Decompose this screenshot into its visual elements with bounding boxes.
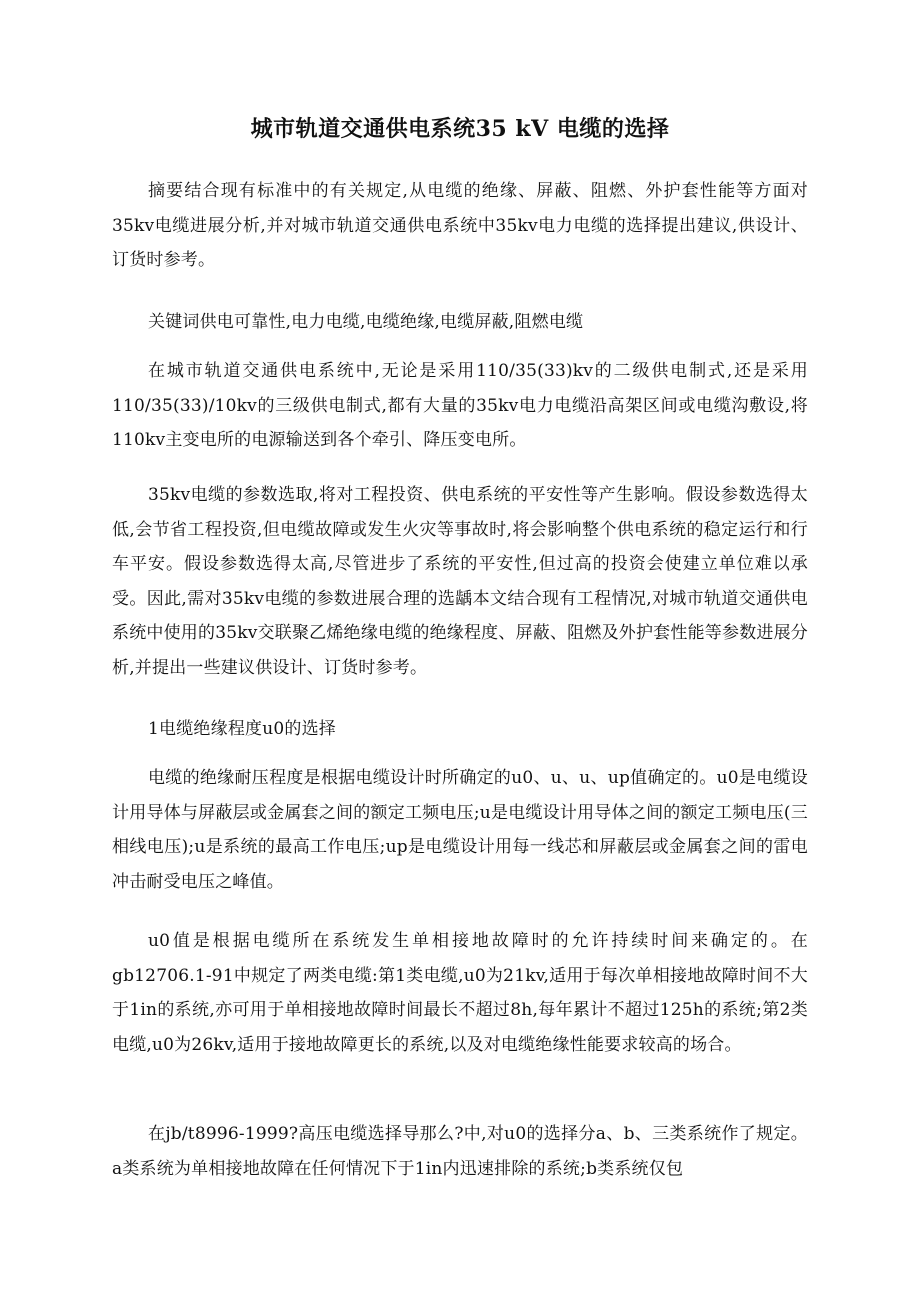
document-title: 城市轨道交通供电系统35 kV 电缆的选择 xyxy=(250,116,670,142)
section-heading: 1电缆绝缘程度u0的选择 xyxy=(148,719,336,739)
keywords-paragraph: 关键词供电可靠性,电力电缆,电缆绝缘,电缆屏蔽,阻燃电缆 xyxy=(148,312,584,332)
definitions-paragraph: 电缆的绝缘耐压程度是根据电缆设计时所确定的u0、u、u、up值确定的。u0是电缆设计用导体与屏蔽层或金属套之间的额定工频电压;u是电缆设计用导体之间的额定工频电压(三相线电压);u是系统的最高工作电压;up是电缆设计用每一线芯和屏蔽层或金属套之间的雷电冲击耐受电压之峰值。 xyxy=(112,768,808,892)
abstract-paragraph: 摘要结合现有标准中的有关规定,从电缆的绝缘、屏蔽、阻燃、外护套性能等方面对35kv电缆进展分析,并对城市轨道交通供电系统中35kv电力电缆的选择提出建议,供设计、订货时参考。 xyxy=(112,181,808,270)
parameters-paragraph: 35kv电缆的参数选取,将对工程投资、供电系统的平安性等产生影响。假设参数选得太低,会节省工程投资,但电缆故障或发生火灾等事故时,将会影响整个供电系统的稳定运行和行车平安。假设参数选得太高,尽管进步了系统的平安性,但过高的投资会使建立单位难以承受。因此,需对35kv电缆的参数进展合理的选龋本文结合现有工程情况,对城市轨道交通供电系统中使用的35kv交联聚乙烯绝缘电缆的绝缘程度、屏蔽、阻燃及外护套性能等参数进展分析,并提出一些建议供设计、订货时参考。 xyxy=(112,485,808,678)
u0-values-paragraph: u0值是根据电缆所在系统发生单相接地故障时的允许持续时间来确定的。在gb12706.1-91中规定了两类电缆:第1类电缆,u0为21kv,适用于每次单相接地故障时间不大于1in的系统,亦可用于单相接地故障时间最长不超过8h,每年累计不超过125h的系统;第2类电缆,u0为26kv,适用于接地故障更长的系统,以及对电缆绝缘性能要求较高的场合。 xyxy=(112,931,808,1055)
intro-paragraph: 在城市轨道交通供电系统中,无论是采用110/35(33)kv的二级供电制式,还是采用110/35(33)/10kv的三级供电制式,都有大量的35kv电力电缆沿高架区间或电缆沟敷设,将110kv主变电所的电源输送到各个牵引、降压变电所。 xyxy=(112,361,808,450)
jb-standard-paragraph: 在jb/t8996-1999?高压电缆选择导那么?中,对u0的选择分a、b、三类系统作了规定。a类系统为单相接地故障在任何情况下于1in内迅速排除的系统;b类系统仅包 xyxy=(112,1124,808,1179)
